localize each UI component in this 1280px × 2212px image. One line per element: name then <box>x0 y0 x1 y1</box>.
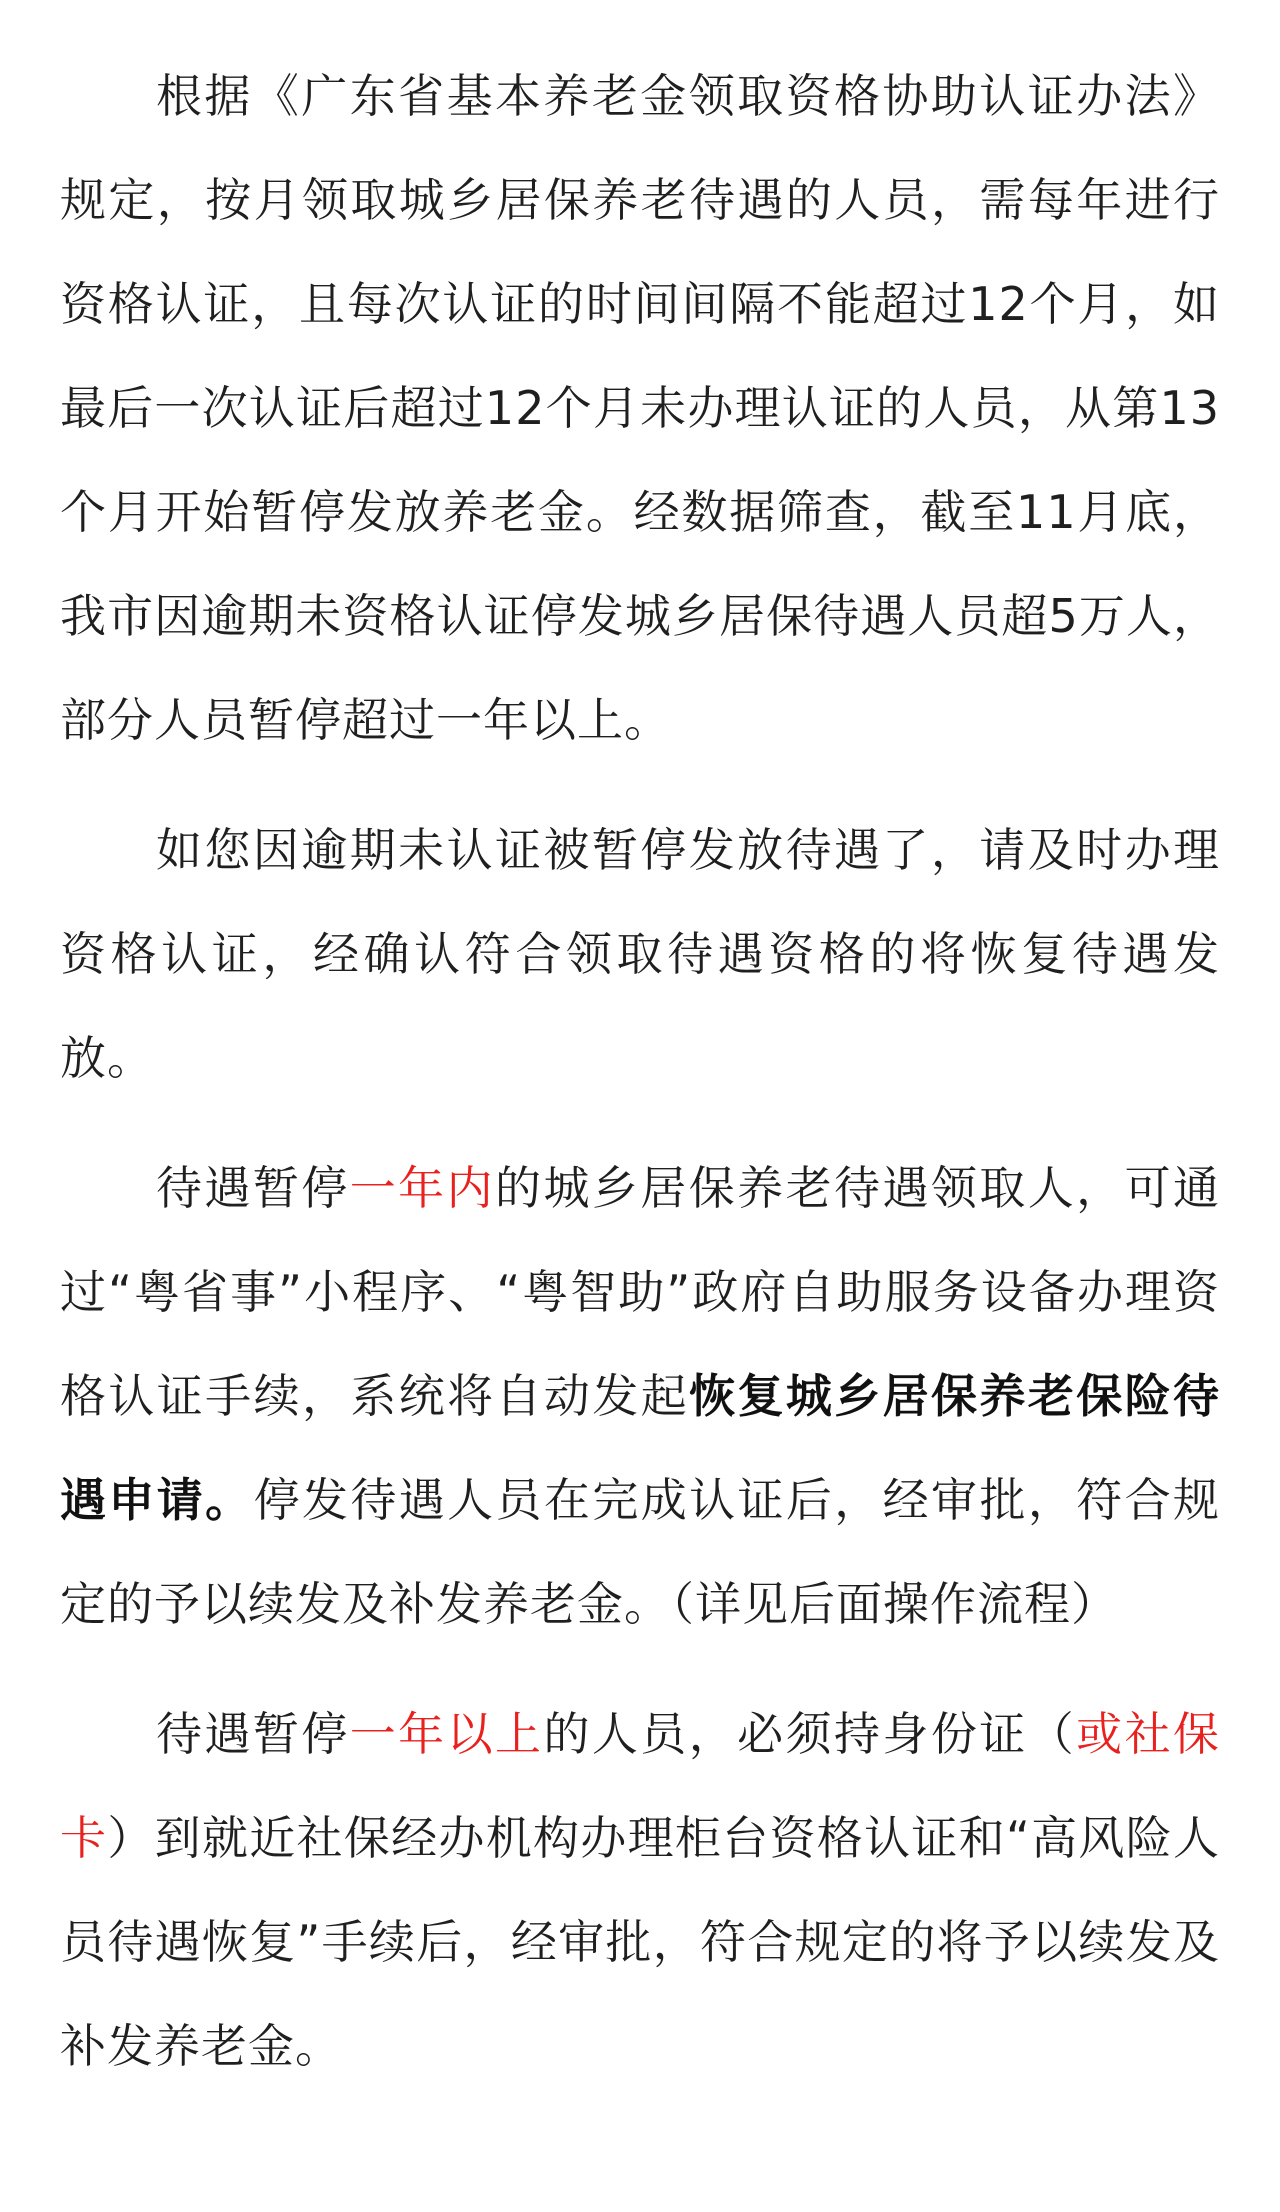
article-body <box>60 44 1220 2098</box>
text-segment: 的城乡居保养老待遇领取人，可通过“粤省事”小程序、“粤智助”政府自助服务设备办理资格认证手续，系统将自动发起 <box>60 1161 1221 1423</box>
paragraph-policy-rule: 根据《广东省基本养老金领取资格协助认证办法》规定，按月领取城乡居保养老待遇的人员，需每年进行资格认证，且每次认证的时间间隔不能超过12个月，如最后一次认证后超过12个月未办理认证的人员，从第13个月开始暂停发放养老金。经数据筛查，截至11月底，我市因逾期未资格认证停发城乡居保待遇人员超5万人，部分人员暂停超过一年以上。 <box>60 69 1220 747</box>
paragraph-within-one-year <box>60 1136 1220 1656</box>
bold-recovery-application: 恢复城乡居保养老保险待遇申请。 <box>60 1369 1221 1527</box>
text-segment: 待遇暂停 <box>156 1161 350 1215</box>
paragraph-recovery-notice: 如您因逾期未认证被暂停发放待遇了，请及时办理资格认证，经确认符合领取待遇资格的将恢复待遇发放。 <box>60 823 1220 1085</box>
paragraph-over-one-year <box>60 1682 1220 2098</box>
text-segment: 的人员，必须持身份证（ <box>543 1707 1077 1761</box>
highlight-within-one-year: 一年内 <box>349 1161 496 1215</box>
text-segment: 待遇暂停 <box>156 1707 350 1761</box>
highlight-social-security-card: 或社保卡 <box>60 1707 1221 1865</box>
text-segment: 停发待遇人员在完成认证后，经审批，符合规定的予以续发及补发养老金。（详见后面操作流程） <box>60 1473 1221 1631</box>
highlight-over-one-year: 一年以上 <box>349 1707 544 1761</box>
text-segment: ）到就近社保经办机构办理柜台资格认证和“高风险人员待遇恢复”手续后，经审批，符合规定的将予以续发及补发养老金。 <box>60 1811 1221 2073</box>
